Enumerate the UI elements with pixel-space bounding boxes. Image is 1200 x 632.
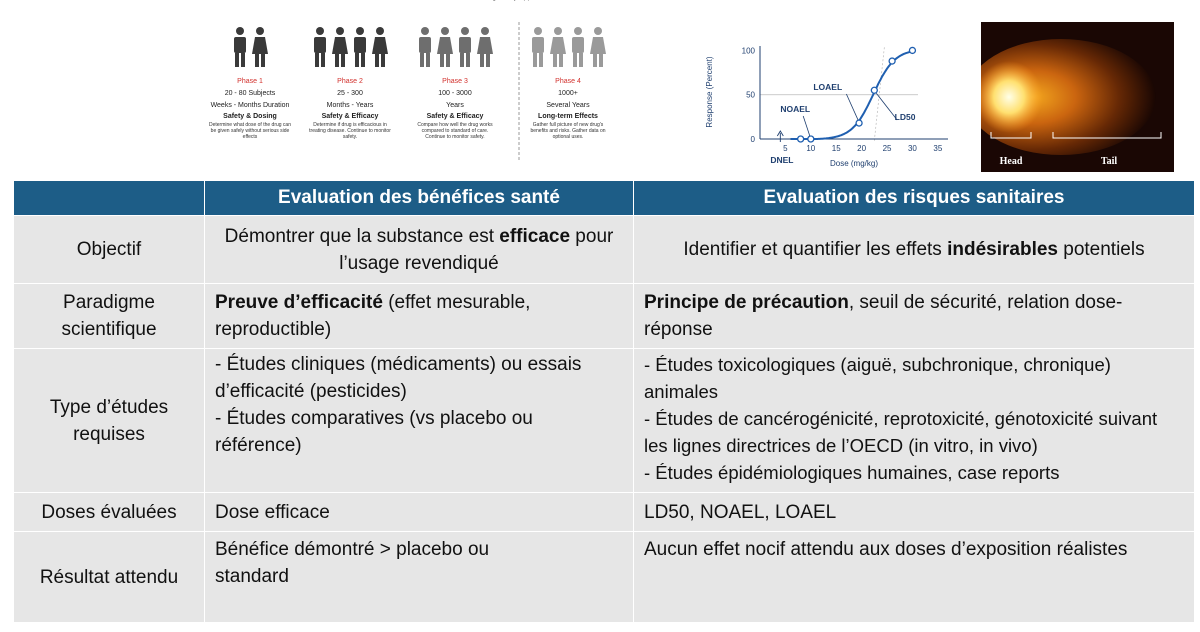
data-point [909, 47, 915, 53]
person-icon [549, 26, 567, 68]
person-icon [351, 26, 369, 68]
phase-subjects: 1000+ [558, 90, 578, 97]
x-tick-label: 30 [907, 144, 917, 153]
phase-focus: Long-term Effects [538, 113, 598, 120]
y-tick-label: 50 [746, 90, 755, 100]
phase-desc: Determine what dose of the drug can be given safely without serious side effects [209, 122, 291, 140]
phase-people-icons [518, 20, 618, 68]
person-icon [456, 26, 474, 68]
regulatory-approval-label [470, 0, 560, 2]
x-tick-label: 20 [857, 144, 867, 153]
row-label-objectif: Objectif [14, 216, 204, 283]
data-point [808, 136, 814, 142]
y-axis-label: Response (Percent) [705, 56, 714, 128]
comet-assay-image [981, 22, 1174, 172]
phase-subjects: 100 - 3000 [438, 90, 472, 97]
y-tick-label: 0 [750, 135, 755, 144]
clinical-phases-figure [200, 0, 620, 175]
cell-etudes-risk [634, 349, 1194, 492]
dnel-label: DNEL [770, 155, 794, 165]
cell-paradigme-benefit: Preuve d’efficacité (effet mesurable, reproductible) [205, 284, 633, 348]
list-item: - Études toxicologiques (aiguë, subchronique, chronique) animales [644, 354, 1111, 402]
person-icon [311, 26, 329, 68]
cell-paradigme-risk: Principe de précaution, seuil de sécurité, relation dose-réponse [634, 284, 1194, 348]
x-tick-label: 25 [882, 144, 892, 153]
cell-objectif-benefit: Démontrer que la substance est efficace pour l’usage revendiqué [205, 216, 633, 283]
row-label-resultat: Résultat attendu [14, 532, 204, 622]
phase-desc: Compare how well the drug works compared to standard of care. Continue to monitor safety. [417, 122, 493, 140]
phase-desc: Gather full picture of new drug's benefits and risks. Gather data on optional uses. [530, 122, 606, 140]
data-point [856, 120, 862, 126]
person-icon [436, 26, 454, 68]
row-label-doses: Doses évaluées [14, 493, 204, 531]
person-icon [251, 26, 269, 68]
person-icon [569, 26, 587, 68]
person-icon [416, 26, 434, 68]
phase-4 [518, 20, 618, 140]
noael-arrow [803, 116, 810, 136]
phase-focus: Safety & Efficacy [321, 113, 379, 120]
person-icon [331, 26, 349, 68]
data-point [889, 58, 895, 64]
x-tick-label: 10 [806, 144, 816, 153]
loael-label: LOAEL [813, 82, 843, 92]
phase-title: Phase 1 [237, 78, 263, 85]
phase-title: Phase 4 [555, 78, 581, 85]
cell-etudes-benefit [205, 349, 633, 492]
phase-desc: Determine if drug is efficacious in treating disease. Continue to monitor safety. [309, 122, 391, 140]
phase-focus: Safety & Efficacy [426, 113, 484, 120]
list-item: - Études épidémiologiques humaines, case reports [644, 462, 1060, 483]
dose-response-chart [700, 36, 955, 174]
person-icon [529, 26, 547, 68]
list-item: - Études comparatives (vs placebo ou référence) [215, 408, 533, 456]
list-item: - Études de cancérogénicité, reprotoxicité, génotoxicité suivant les lignes directrices de l’OECD (in vitro, in vivo) [644, 408, 1158, 456]
cell-doses-benefit: Dose efficace [205, 493, 633, 531]
phase-duration: Several Years [546, 102, 590, 109]
phase-subjects: 25 - 300 [337, 90, 363, 97]
cell-resultat-risk: Aucun effet nocif attendu aux doses d’exposition réalistes [634, 532, 1194, 622]
person-icon [231, 26, 249, 68]
phase-3 [405, 20, 505, 140]
phase-2 [300, 20, 400, 140]
person-icon [589, 26, 607, 68]
phase-duration: Months - Years [326, 102, 374, 109]
phase-people-icons [200, 20, 300, 68]
ld50-label: LD50 [894, 112, 916, 122]
table-header-blank [14, 181, 204, 215]
phase-subjects: 20 - 80 Subjects [224, 90, 276, 97]
person-icon [476, 26, 494, 68]
phase-title: Phase 3 [442, 78, 468, 85]
comet-tail-label: Tail [1100, 156, 1118, 167]
phase-duration: Years [446, 102, 464, 109]
cell-resultat-benefit: Bénéfice démontré > placebo ou standard [205, 532, 633, 622]
person-icon [371, 26, 389, 68]
table-header-benefit: Evaluation des bénéfices santé [205, 181, 633, 215]
x-axis-label: Dose (mg/kg) [829, 159, 879, 168]
phase-title: Phase 2 [337, 78, 363, 85]
x-tick-label: 35 [933, 144, 943, 153]
cell-doses-risk: LD50, NOAEL, LOAEL [634, 493, 1194, 531]
row-label-paradigme: Paradigme scientifique [14, 284, 204, 348]
phase-1 [200, 20, 300, 140]
noael-label: NOAEL [780, 104, 811, 114]
y-tick-label: 100 [741, 46, 755, 56]
loael-arrow [846, 94, 858, 120]
phase-people-icons [300, 20, 400, 68]
cell-objectif-risk: Identifier et quantifier les effets indésirables potentiels [634, 216, 1194, 283]
phase-people-icons [405, 20, 505, 68]
x-tick-label: 15 [831, 144, 841, 153]
x-tick-label: 5 [783, 144, 788, 153]
data-point [798, 136, 804, 142]
data-point [871, 87, 877, 93]
comet-head-label: Head [999, 156, 1023, 167]
phase-focus: Safety & Dosing [223, 113, 277, 120]
list-item: - Études cliniques (médicaments) ou essais d’efficacité (pesticides) [215, 354, 582, 402]
phase-duration: Weeks - Months Duration [210, 102, 290, 109]
row-label-etudes: Type d’études requises [14, 349, 204, 492]
table-header-risk: Evaluation des risques sanitaires [634, 181, 1194, 215]
